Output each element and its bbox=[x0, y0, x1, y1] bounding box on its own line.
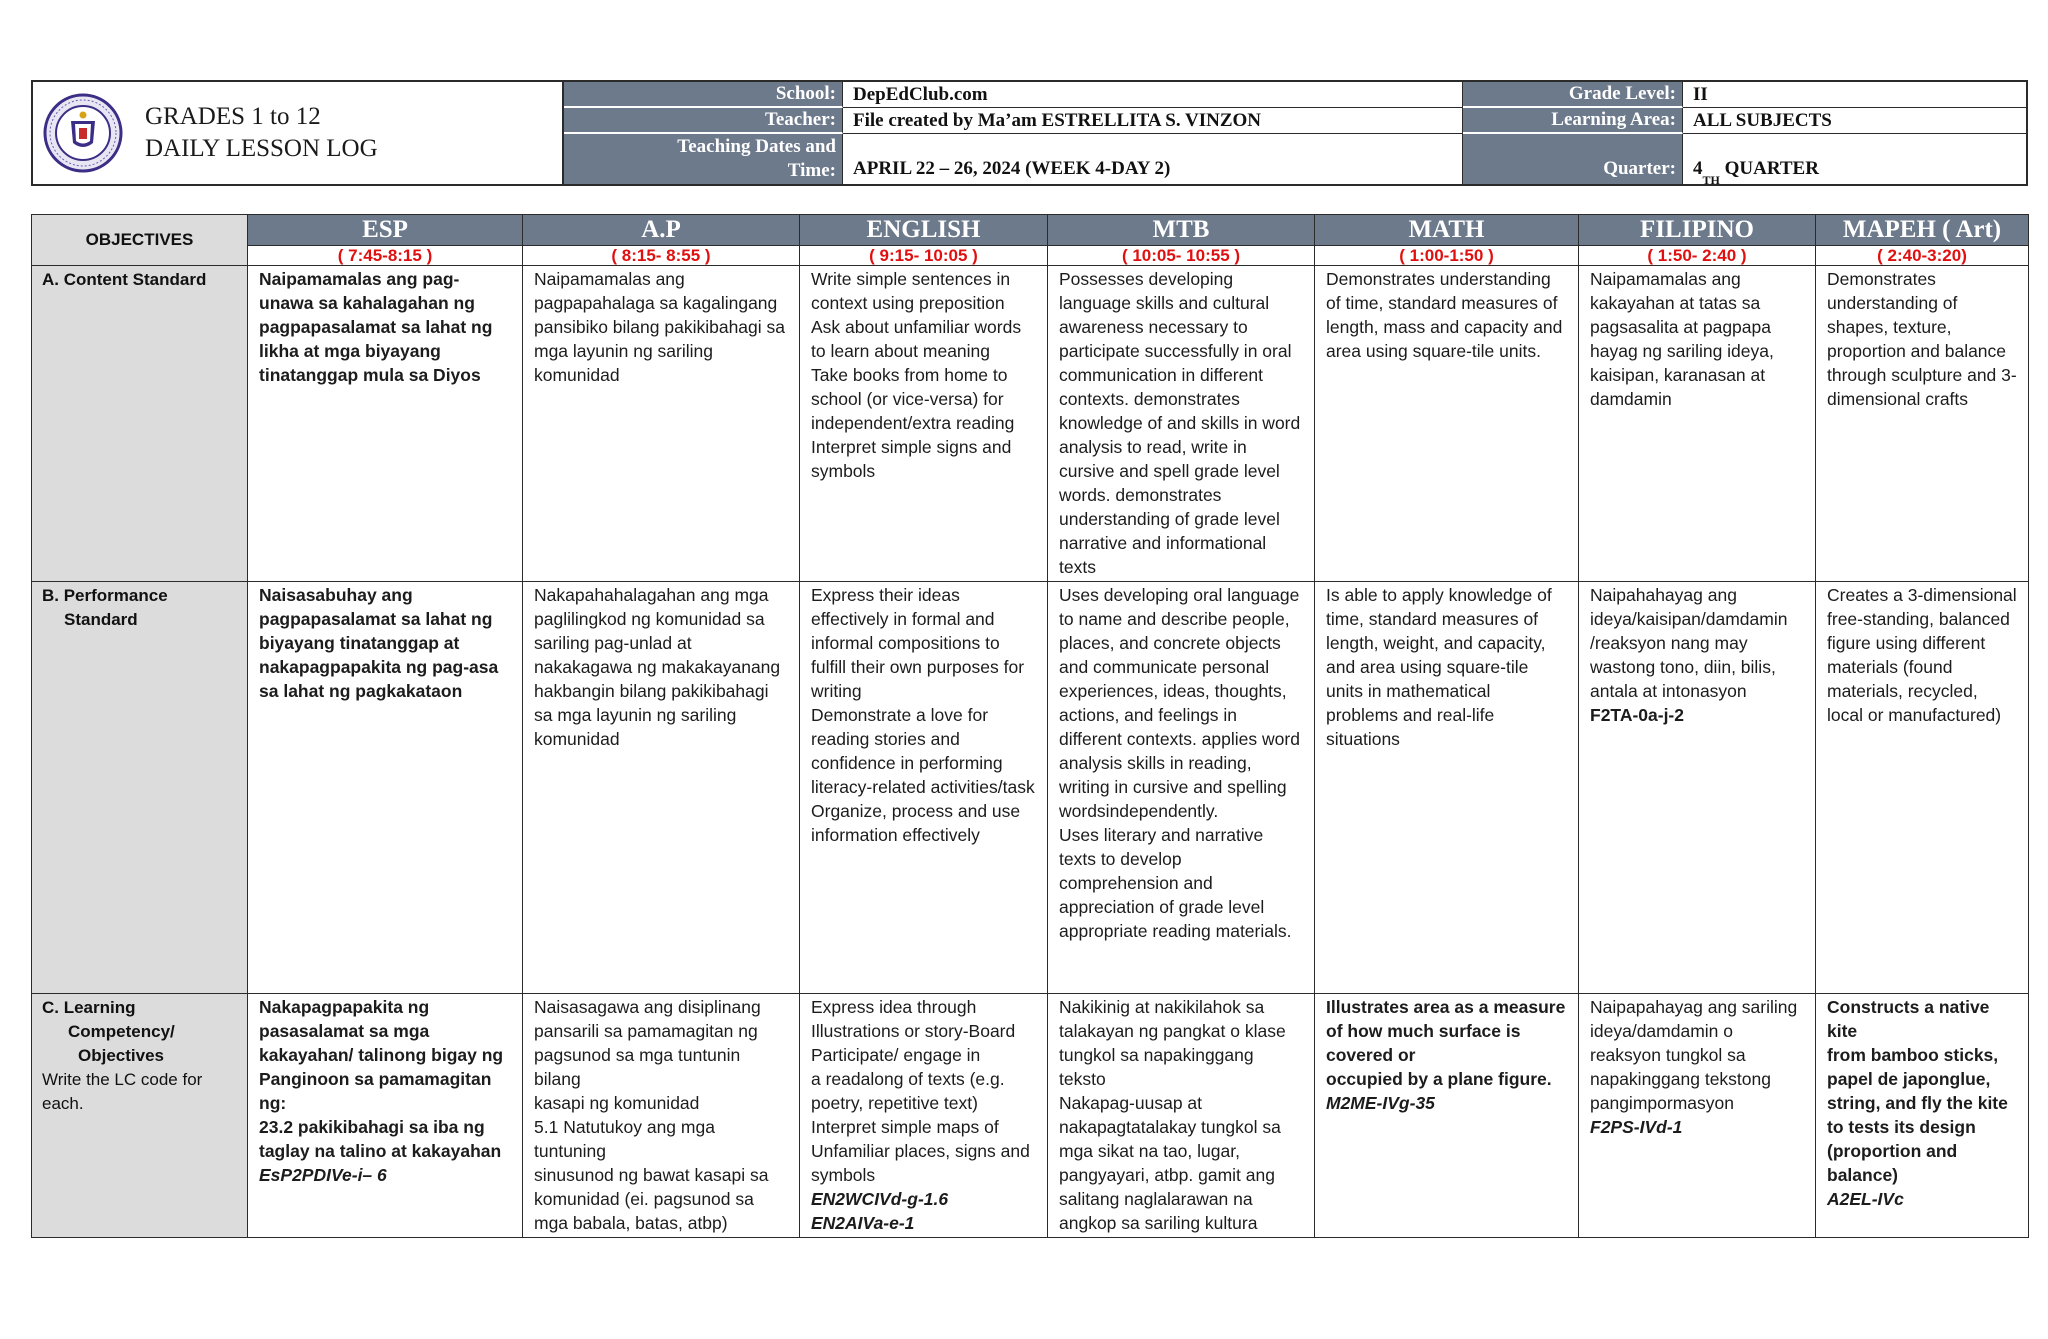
performance-standard-math: Is able to apply knowledge of time, standard measures of length, weight, and capacity, and area using square-tile units in mathematical problems and real-life situations bbox=[1315, 582, 1579, 994]
content-standard-mapeh: Demonstrates understanding of shapes, texture, proportion and balance through sculpture and 3-dimensional crafts bbox=[1816, 266, 2029, 582]
teaching-dates-value: APRIL 22 – 26, 2024 (WEEK 4-DAY 2) bbox=[843, 134, 1463, 184]
time-filipino: ( 1:50- 2:40 ) bbox=[1579, 246, 1816, 266]
quarter-value: 4 TH QUARTER bbox=[1693, 158, 1819, 187]
performance-standard-esp: Naisasabuhay ang pagpapasalamat sa lahat ng biyayang tinatanggap at nakapagpapakita ng pag-asa sa lahat ng pagkakataon bbox=[248, 582, 523, 994]
quarter-label: Quarter: bbox=[1463, 134, 1683, 184]
time-mtb: ( 10:05- 10:55 ) bbox=[1048, 246, 1315, 266]
performance-standard-english: Express their ideas effectively in formal and informal compositions to fulfill their own purposes for writing Demonstrate a love for reading stories and confidence in performing literacy-related activities/task Organize, process and use information effectively bbox=[800, 582, 1048, 994]
school-label: School: bbox=[564, 82, 843, 108]
performance-standard-row bbox=[32, 582, 2029, 994]
dll-header bbox=[31, 80, 2028, 186]
learning-competency-label: C. Learning Competency/ Objectives Write the LC code for each. bbox=[32, 994, 248, 1238]
learning-competency-ap: Naisasagawa ang disiplinang pansarili sa pamamagitan ng pagsunod sa mga tuntunin bilang kasapi ng komunidad 5.1 Natutukoy ang mga tuntuning sinusunod ng bawat kasapi sa komunidad (ei. pagsunod sa mga babala, batas, atbp) bbox=[523, 994, 800, 1238]
learning-competency-math: Illustrates area as a measure of how much surface is covered or occupied by a plane figure. M2ME-IVg-35 bbox=[1315, 994, 1579, 1238]
content-standard-esp: Naipamamalas ang pag-unawa sa kahalagahan ng pagpapasalamat sa lahat ng likha at mga biyayang tinatanggap mula sa Diyos bbox=[248, 266, 523, 582]
performance-standard-filipino: Naipahahayag ang ideya/kaisipan/damdamin /reaksyon nang may wastong tono, diin, bilis, antala at intonasyon F2TA-0a-j-2 bbox=[1579, 582, 1816, 994]
teaching-dates-label: Teaching Dates and Time: bbox=[564, 134, 843, 184]
learning-competency-esp: Nakapagpapakita ng pasasalamat sa mga kakayahan/ talinong bigay ng Panginoon sa pamamagitan ng: 23.2 pakikibahagi sa iba ng taglay na talino at kakayahan EsP2PDIVe-i– 6 bbox=[248, 994, 523, 1238]
school-value: DepEdClub.com bbox=[843, 82, 1463, 108]
deped-seal-icon bbox=[43, 93, 123, 173]
dll-title-grades: GRADES 1 to 12 bbox=[145, 103, 321, 130]
content-standard-math: Demonstrates understanding of time, standard measures of length, mass and capacity and area using square-tile units. bbox=[1315, 266, 1579, 582]
filipino-lc-code: F2PS-IVd-1 bbox=[1590, 1117, 1683, 1137]
time-esp: ( 7:45-8:15 ) bbox=[248, 246, 523, 266]
content-standard-filipino: Naipamamalas ang kakayahan at tatas sa pagsasalita at pagpapa hayag ng sariling ideya, kaisipan, karanasan at damdamin bbox=[1579, 266, 1816, 582]
content-standard-mtb: Possesses developing language skills and cultural awareness necessary to participate successfully in oral communication in different contexts. demonstrates knowledge of and skills in word analysis to read, write in cursive and spell grade level words. demonstrates understanding of grade level narrative and informational texts bbox=[1048, 266, 1315, 582]
performance-standard-mtb: Uses developing oral language to name and describe people, places, and concrete objects and communicate personal experiences, ideas, thoughts, actions, and feelings in different contexts. applies word analysis skills in reading, writing in cursive and spelling wordsindependently. Uses literary and narrative texts to develop comprehension and appreciation of grade level appropriate reading materials. bbox=[1048, 582, 1315, 994]
objectives-header: OBJECTIVES bbox=[32, 215, 248, 266]
performance-standard-mapeh: Creates a 3-dimensional free-standing, balanced figure using different materials (found materials, recycled, local or manufactured) bbox=[1816, 582, 2029, 994]
subject-header-mtb: MTB bbox=[1048, 215, 1315, 246]
learning-competency-filipino: Naipapahayag ang sariling ideya/damdamin o reaksyon tungkol sa napakinggang tekstong pangimpormasyon F2PS-IVd-1 bbox=[1579, 994, 1816, 1238]
learning-area-value: ALL SUBJECTS bbox=[1683, 108, 2026, 134]
content-standard-english: Write simple sentences in context using preposition Ask about unfamiliar words to learn about meaning Take books from home to school (or vice-versa) for independent/extra reading Interpret simple signs and symbols bbox=[800, 266, 1048, 582]
learning-competency-row bbox=[32, 994, 2029, 1238]
subject-header-english: ENGLISH bbox=[800, 215, 1048, 246]
learning-competency-english: Express idea through Illustrations or story-Board Participate/ engage in a readalong of texts (e.g. poetry, repetitive text) Interpret simple maps of Unfamiliar places, signs and symbols EN2WCIVd-g-1.6 EN2AIVa-e-1 bbox=[800, 994, 1048, 1238]
subject-header-row bbox=[32, 215, 2029, 246]
filipino-standard-code: F2TA-0a-j-2 bbox=[1590, 705, 1684, 725]
subject-header-ap: A.P bbox=[523, 215, 800, 246]
math-lc-code: M2ME-IVg-35 bbox=[1326, 1093, 1435, 1113]
learning-competency-mapeh: Constructs a native kite from bamboo sticks, papel de japonglue, string, and fly the kite to tests its design (proportion and balance) A2EL-IVc bbox=[1816, 994, 2029, 1238]
grade-level-label: Grade Level: bbox=[1463, 82, 1683, 108]
learning-area-label: Learning Area: bbox=[1463, 108, 1683, 134]
content-standard-row bbox=[32, 266, 2029, 582]
subject-header-filipino: FILIPINO bbox=[1579, 215, 1816, 246]
brand-block bbox=[33, 82, 564, 184]
time-english: ( 9:15- 10:05 ) bbox=[800, 246, 1048, 266]
time-ap: ( 8:15- 8:55 ) bbox=[523, 246, 800, 266]
time-mapeh: ( 2:40-3:20) bbox=[1816, 246, 2029, 266]
dll-title-log: DAILY LESSON LOG bbox=[145, 135, 378, 162]
lesson-log-table bbox=[31, 214, 2029, 1238]
subject-header-mapeh: MAPEH ( Art) bbox=[1816, 215, 2029, 246]
teacher-value: File created by Ma’am ESTRELLITA S. VINZON bbox=[843, 108, 1463, 134]
learning-competency-mtb: Nakikinig at nakikilahok sa talakayan ng pangkat o klase tungkol sa napakinggang teksto Nakapag-uusap at nakapagtatalakay tungkol sa mga sikat na tao, lugar, pangyayari, atbp. gamit ang salitang naglalarawan na angkop sa sariling kultura bbox=[1048, 994, 1315, 1238]
content-standard-label: A. Content Standard bbox=[32, 266, 248, 582]
subject-header-esp: ESP bbox=[248, 215, 523, 246]
header-meta-grid bbox=[564, 82, 2026, 187]
performance-standard-ap: Nakapahahalagahan ang mga paglilingkod ng komunidad sa sariling pag-unlad at nakakagawa ng makakayanang hakbangin bilang pakikibahagi sa mga layunin ng sariling komunidad bbox=[523, 582, 800, 994]
grade-level-value: II bbox=[1683, 82, 2026, 108]
teacher-label: Teacher: bbox=[564, 108, 843, 134]
time-row bbox=[32, 246, 2029, 266]
performance-standard-label: B. Performance Standard bbox=[32, 582, 248, 994]
esp-lc-code: EsP2PDIVe-i– 6 bbox=[259, 1165, 387, 1185]
english-lc-code-1: EN2WCIVd-g-1.6 bbox=[811, 1189, 949, 1209]
english-lc-code-2: EN2AIVa-e-1 bbox=[811, 1213, 915, 1233]
time-math: ( 1:00-1:50 ) bbox=[1315, 246, 1579, 266]
mapeh-lc-code: A2EL-IVc bbox=[1827, 1189, 1904, 1209]
subject-header-math: MATH bbox=[1315, 215, 1579, 246]
content-standard-ap: Naipamamalas ang pagpapahalaga sa kagalingang pansibiko bilang pakikibahagi sa mga layunin ng sariling komunidad bbox=[523, 266, 800, 582]
